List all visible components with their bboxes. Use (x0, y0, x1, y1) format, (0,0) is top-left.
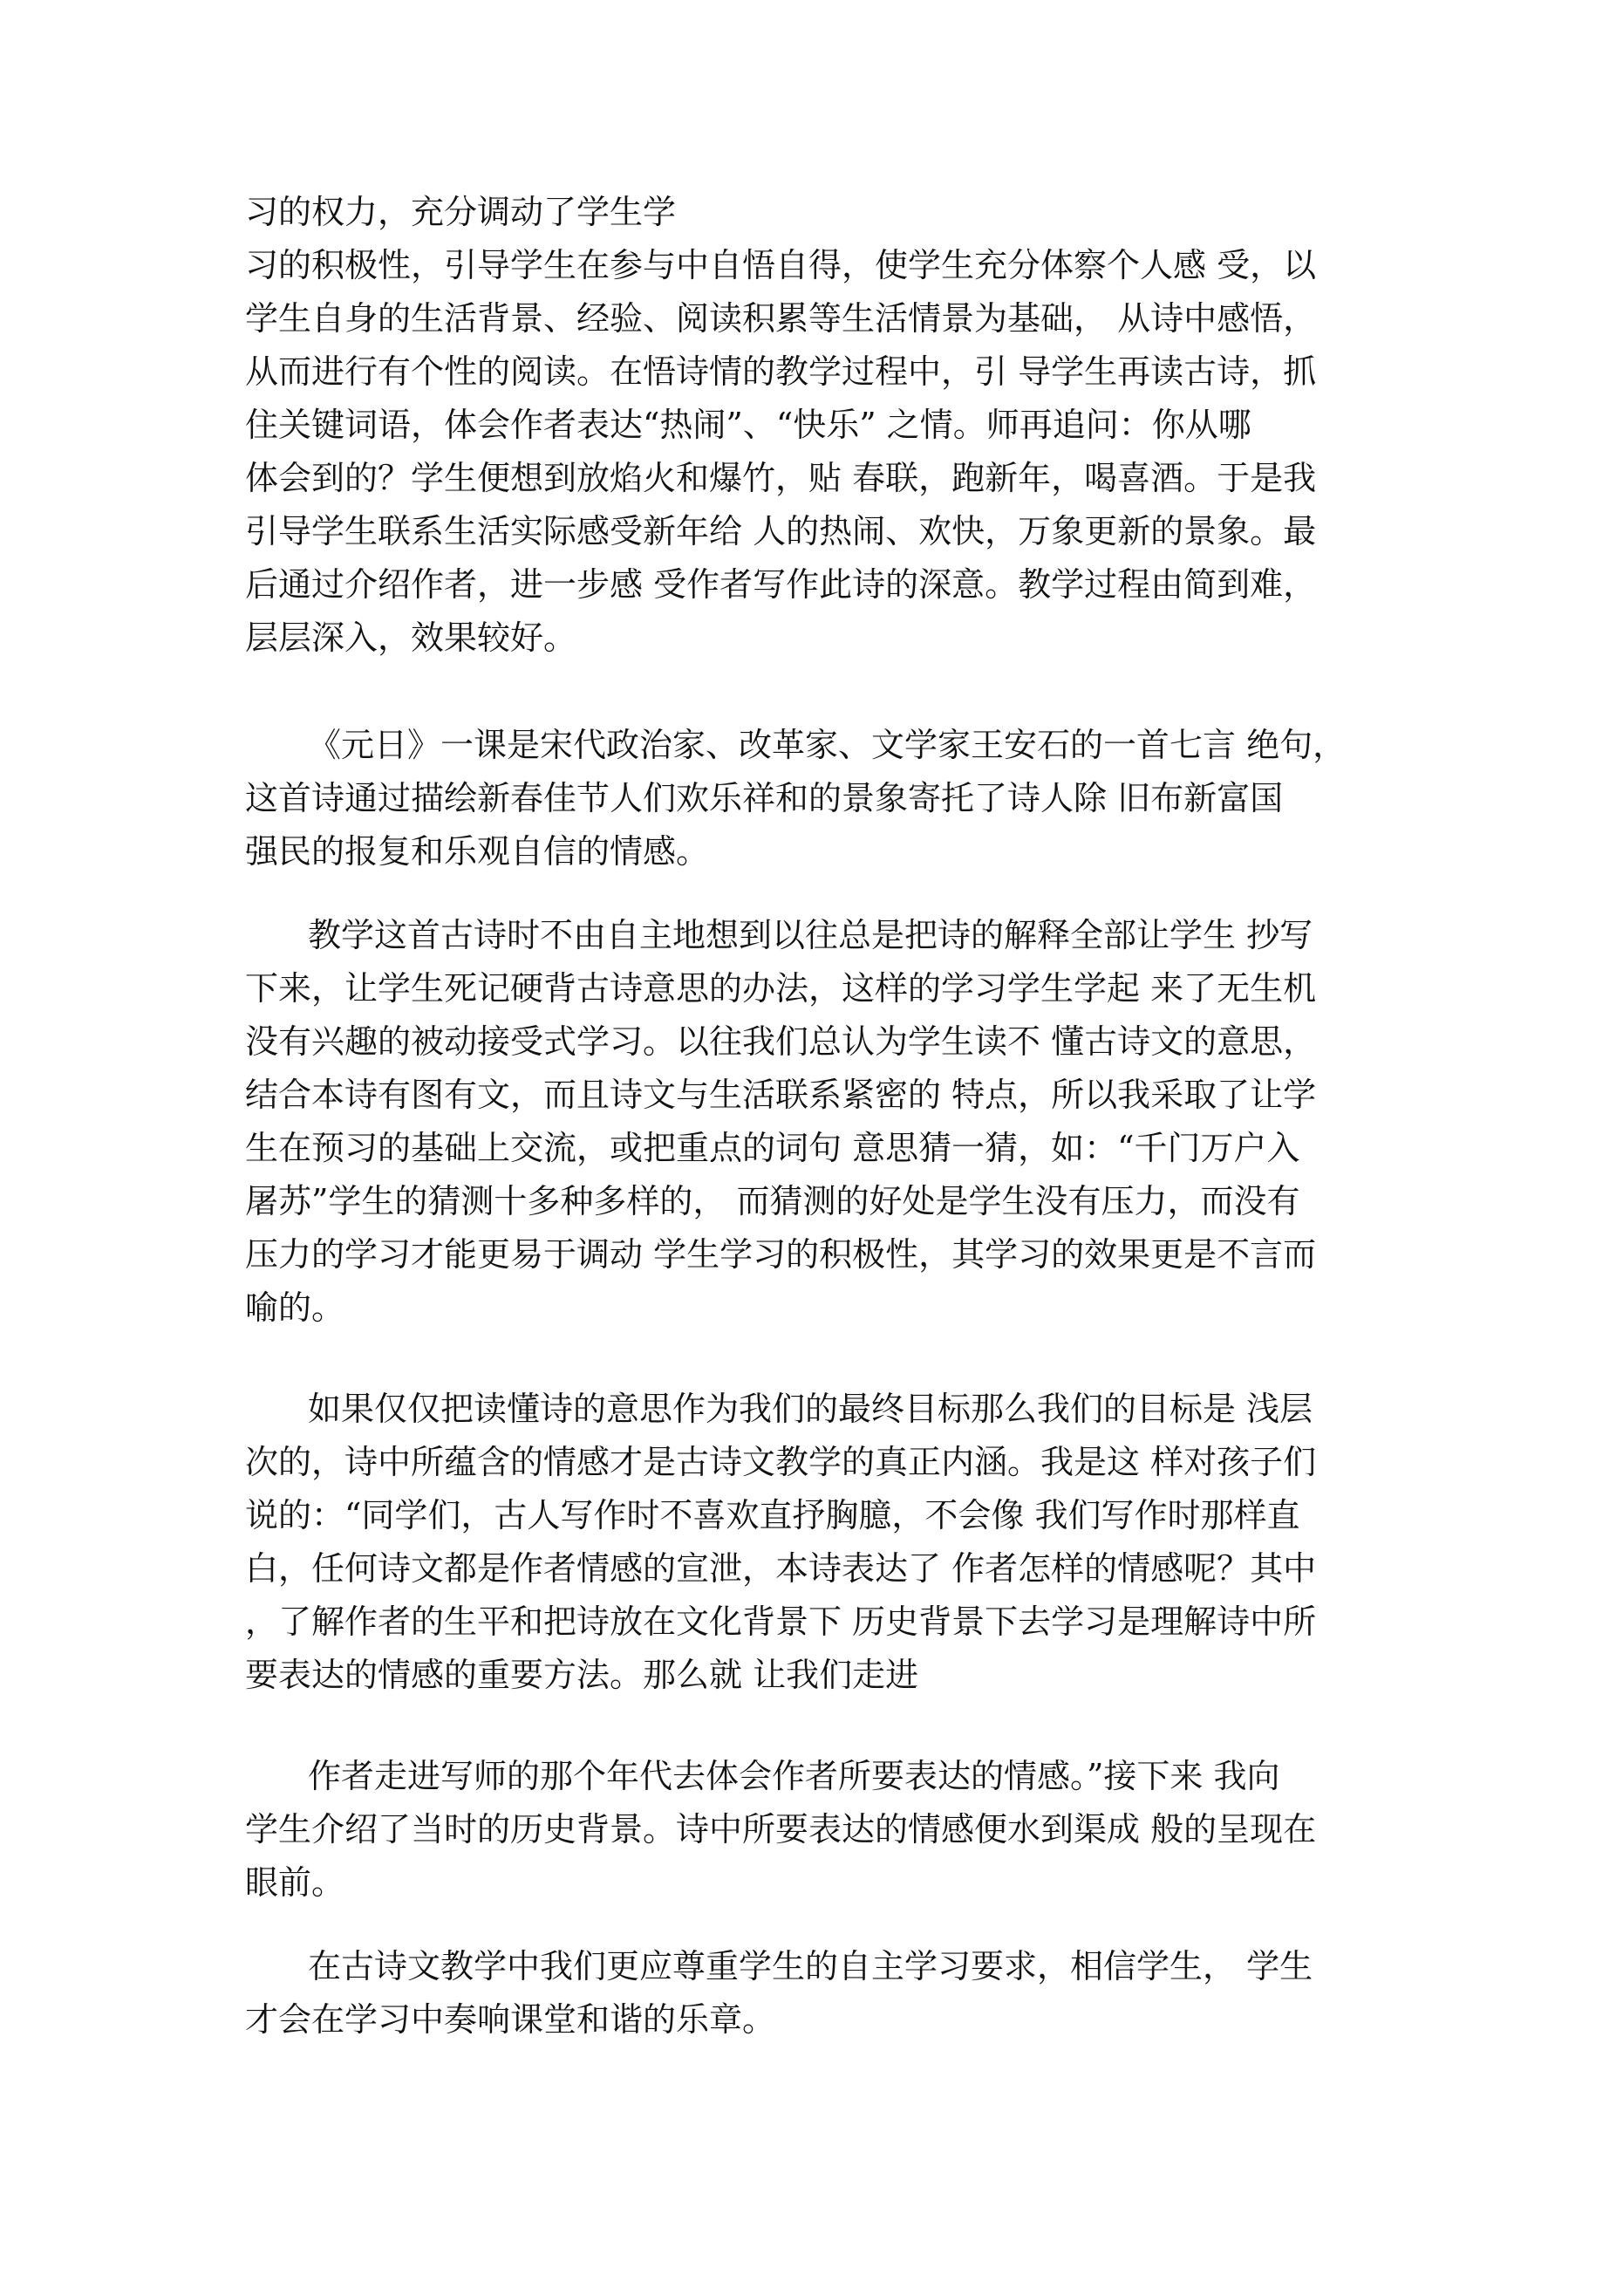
text-line: 习的积极性，引导学生在参与中自悟自得，使学生充分体察个人感 受，以 (245, 246, 1317, 284)
text-line: 生在预习的基础上交流，或把重点的词句 意思猜一猜，如：“千门万户入 (245, 1129, 1300, 1167)
text-line: 眼前。 (245, 1863, 345, 1902)
text-line: 这首诗通过描绘新春佳节人们欢乐祥和的景象寄托了诗人除 旧布新富国 (245, 779, 1284, 817)
text-line: 没有兴趣的被动接受式学习。以往我们总认为学生读不 懂古诗文的意思， (245, 1022, 1317, 1061)
text-line: 后通过介绍作者，进一步感 受作者写作此诗的深意。教学过程由简到难， (245, 565, 1317, 604)
text-line: 学生介绍了当时的历史背景。诗中所要表达的情感便水到渠成 般的呈现在 (245, 1810, 1317, 1848)
text-line: 学生自身的生活背景、经验、阅读积累等生活情景为基础， 从诗中感悟， (245, 299, 1317, 338)
text-line: 屠苏”学生的猜测十多种多样的， 而猜测的好处是学生没有压力，而没有 (245, 1182, 1300, 1220)
paragraph-1 (245, 186, 1414, 665)
text-line: 从而进行有个性的阅读。在悟诗情的教学过程中，引 导学生再读古诗，抓 (245, 352, 1317, 391)
text-line: 下来，让学生死记硬背古诗意思的办法，这样的学习学生学起 来了无生机 (245, 969, 1317, 1008)
text-line: 如果仅仅把读懂诗的意思作为我们的最终目标那么我们的目标是 浅层 (308, 1390, 1313, 1428)
paragraph-6 (245, 1940, 1414, 2047)
paragraph-4 (245, 1383, 1414, 1702)
text-line: 结合本诗有图有文，而且诗文与生活联系紧密的 特点，所以我采取了让学 (245, 1076, 1317, 1114)
text-line: 白，任何诗文都是作者情感的宣泄，本诗表达了 作者怎样的情感呢？其中 (245, 1549, 1317, 1588)
text-line: 《元日》一课是宋代政治家、改革家、文学家王安石的一首七言 绝句， (308, 726, 1347, 764)
text-line: 要表达的情感的重要方法。那么就 让我们走进 (245, 1656, 919, 1694)
text-line: 引导学生联系生活实际感受新年给 人的热闹、欢快，万象更新的景象。最 (245, 512, 1317, 550)
text-line: 作者走进写师的那个年代去体会作者所要表达的情感。”接下来 我向 (308, 1757, 1280, 1795)
text-line: 习的权力，充分调动了学生学 (245, 193, 677, 231)
text-line: 说的：“同学们，古人写作时不喜欢直抒胸臆，不会像 我们写作时那样直 (245, 1496, 1300, 1534)
text-line: 压力的学习才能更易于调动 学生学习的积极性，其学习的效果更是不言而 (245, 1235, 1317, 1274)
text-line: 才会在学习中奏响课堂和谐的乐章。 (245, 2000, 776, 2039)
paragraph-5 (245, 1750, 1414, 1910)
text-line: 在古诗文教学中我们更应尊重学生的自主学习要求，相信学生， 学生 (308, 1947, 1313, 1985)
text-line: 层层深入，效果较好。 (245, 618, 577, 657)
paragraph-3 (245, 909, 1414, 1335)
text-line: 喻的。 (245, 1288, 345, 1327)
text-line: 教学这首古诗时不由自主地想到以往总是把诗的解释全部让学生 抄写 (308, 916, 1313, 954)
text-line: 体会到的？学生便想到放焰火和爆竹，贴 春联，跑新年，喝喜酒。于是我 (245, 459, 1317, 497)
text-line: 次的，诗中所蕴含的情感才是古诗文教学的真正内涵。我是这 样对孩子们 (245, 1443, 1317, 1481)
text-line: 强民的报复和乐观自信的情感。 (245, 832, 710, 871)
text-line: 住关键词语，体会作者表达“热闹”、“快乐” 之情。师再追问：你从哪 (245, 406, 1251, 444)
paragraph-2 (245, 719, 1414, 878)
text-line: ，了解作者的生平和把诗放在文化背景下 历史背景下去学习是理解诗中所 (245, 1602, 1317, 1641)
